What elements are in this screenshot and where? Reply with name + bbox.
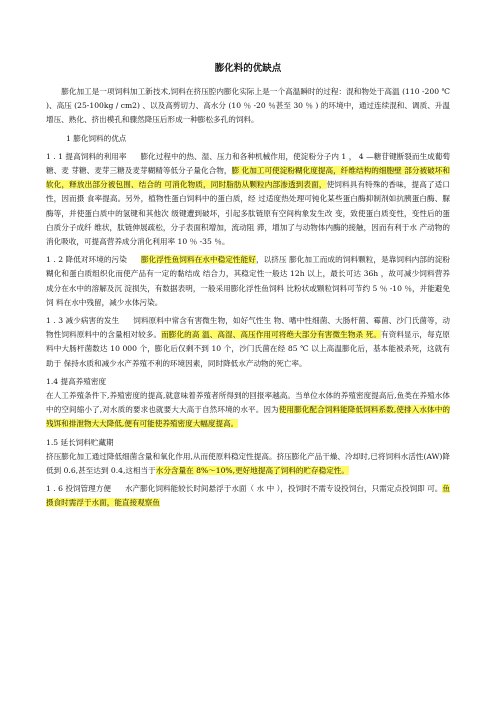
subsection-heading-1-4: 1.4 提高养殖密度 (46, 376, 107, 386)
highlighted-text: 膨 化加工可使淀粉糊化度提高，纤维结构的细胞壁 部分被破坏和软化，释放出部分被包围、结合的 可消化物质，同时脂肪从颗粒内部渗透到表面， (46, 166, 450, 190)
subsection-1-6 (46, 482, 450, 510)
subsection-1-4 (46, 389, 450, 432)
highlighted-text: 水分含量在 8%～10%,更好地提高了饲料的贮存稳定性。 (155, 466, 349, 476)
subsection-1-5 (46, 450, 450, 478)
subsection-heading-1-5: 1.5 延长饲料贮藏期 (46, 437, 114, 447)
subsection-heading: 1 . 3 减少病害的发生 (46, 316, 120, 326)
subsection-1-3 (46, 314, 450, 371)
subsection-heading: 1 . 2 降低对环境的污染 (46, 255, 127, 265)
body-text: 在人工养殖条件下,养殖密度的提高,就意味着养殖者所得到的回报率越高。当单位水体的养殖密度提高后,鱼类在养殖水体中的空间缩小了,对水质的要求也就要大大高于自然环境的水平。因为 (46, 391, 450, 415)
body-text: ，以挤压 膨化加工而成的饲料颗粒，是靠饲料内部的淀粉 糊化和蛋白质组织化而使产品有一定的黏结成 结合力，其稳定性一般达 12h 以上，最长可达 36h ，故可减少饲料营养成分在水中的溶解及沉 淀损失，有数据表明，一般采用膨化浮性鱼饲料 比粉状或颗粒饲料可节约 5 ％ -10 ％，并能避免饲 料在水中残留，减少水体污染。 (46, 255, 450, 307)
intro-paragraph: 膨化加工是一项饲料加工新技术,饲料在挤压腔内膨化实际上是一个高温瞬时的过程：混和物处于高温 (110 -200 ℃ )、高压 (25-100kg / cm2) 、以及高剪切力、高水分 (10 ％ -20 ％甚至 30 ％ ) 的环境中，通过连续混和、调质、升温增压、熟化、挤出模孔和骤然降压后形成一种膨松多孔的饲料。 (46, 87, 450, 125)
section-heading: 1 膨化饲料的优点 (66, 133, 127, 143)
body-text: 挤压膨化加工通过降低细菌含量和氧化作用,从而使原料稳定性提高。挤压膨化产品干燥、冷却时,已将饲料水活性(AW)降低到 0.6,甚至达到 0.4,这相当于 (46, 451, 450, 476)
body-text: 有资料显示，每克原料中大肠杆菌数达 10 000 个，膨化后仅剩不到 10 个，沙门氏菌在经 85 ℃ 以上高温膨化后，基本能被杀死，这就有助于 保持水质和减少水产养殖不利的环境因素，同时降低水产动物的死亡率。 (46, 330, 451, 368)
highlighted-text: 使用膨化配合饲料能降低饲料系数,使排入水体中的残饵和排泄物大大降低,便有可能使养殖密度大幅度提高。 (46, 405, 450, 429)
document-title: 膨化料的优缺点 (214, 63, 282, 74)
body-text: 使饲料具有特殊的香味，提高了适口性，因而摄 食率提高。另外，植物性蛋白饲料中的蛋白质，经 过适度热处理可钝化某些蛋白酶抑制剂如抗胰蛋白酶、脲酶等，并使蛋白质中的氢键和其他次 级键遭到破坏，引起多肽链原有空间构象发生改 变，致使蛋白质变性，变性后的蛋白质分子成纤 维状，肽链伸展疏松，分子表面积增加，流动阻 滞，增加了与动物体内酶的接触，因而有利于水 产动物的消化吸收，可提高营养成分消化利用率 10 ％ -35 ％。 (46, 180, 450, 247)
subsection-1-2 (46, 253, 450, 310)
highlighted-text: 膨化浮性鱼饲料在水中稳定性能好 (140, 255, 256, 265)
subsection-1-1 (46, 150, 450, 249)
body-text: 水产膨化饲料能较长时间悬浮于水面（ 水 中 ），投饲时不需专设投饲台，只需定点投饲即 可。 (124, 484, 443, 494)
highlighted-text: 鱼摄食时需浮于水面，能直接观察鱼 (46, 484, 450, 508)
highlighted-text: 而膨化的高 温、高湿、高压作用可将绝大部分有害微生物杀 死。 (161, 330, 382, 340)
subsection-heading: 1 . 1 提高饲料的利用率 (46, 151, 127, 161)
subsection-heading: 1 . 6 投饲管理方便 (46, 484, 111, 494)
body-text: 膨化过程中的热、湿、压力和各种机械作用，使淀粉分子内 1 ， 4 —糖苷键断裂而生成葡萄糖、麦 芽糖、麦芽三糖及麦芽糊精等低分子量化合物， (46, 151, 450, 176)
body-text: 饲料原料中常含有害微生物，如好气性生 物、嗜中性细菌、大肠杆菌、霉菌、沙门氏菌等，动 物性饲料原料中的含量相对较多。 (46, 316, 450, 340)
